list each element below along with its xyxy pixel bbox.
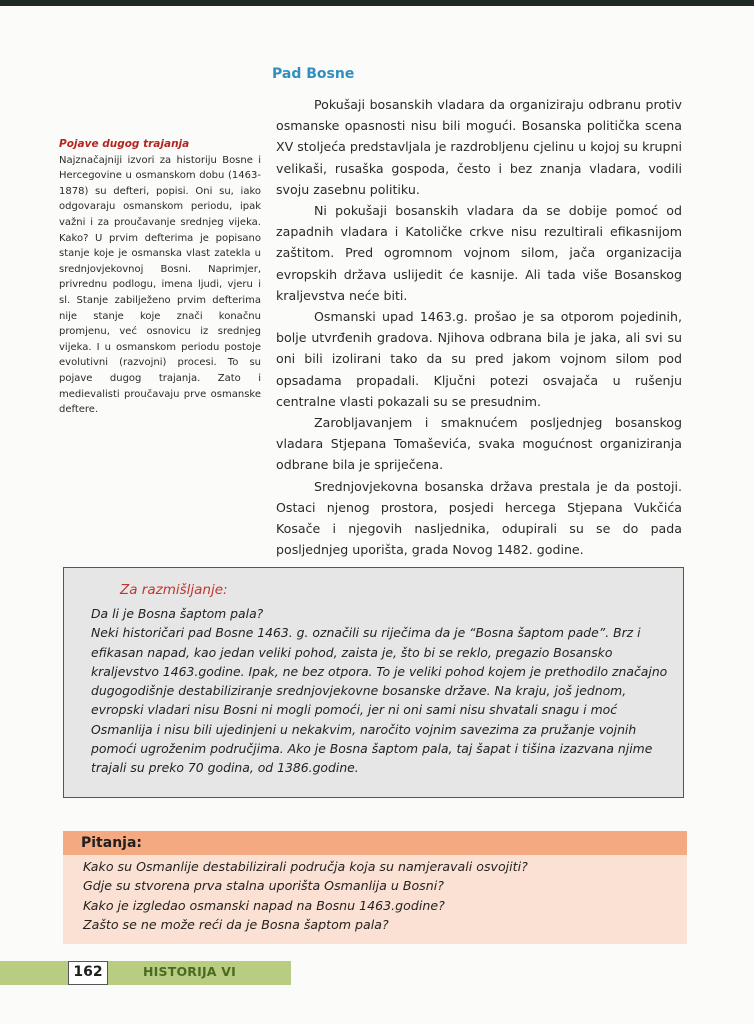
sidebar-note-text: Najznačajniji izvori za historiju Bosne i Hercegovine u osmanskom dobu (1463-1878) su defteri, popisi. Oni su, iako odgovaraju osmanskom periodu, ipak važni i za proučavanje srednjeg vijeka. Kako? U prvim defterima je popisano stanje koje je osmanska vlast zatekla u srednjovjekovnoj Bosni. Naprimjer, privrednu podlogu, imena ljudi, vjeru i sl. Stanje zabilježeno prvim defterima nije stanje koje znači konačnu promjenu, već osnovicu iz srednjeg vijeka. I u osmanskom periodu postoje evolutivni (razvojni) procesi. To su pojave dugog trajanja. Zato i medievalisti proučavaju prve osmanske deftere. <box>59 154 261 416</box>
sidebar-note <box>59 137 261 418</box>
main-paragraph: Osmanski upad 1463.g. prošao je sa otporom pojedinih, bolje utvrđenih gradova. Njihova odbrana bila je jaka, ali svi su oni bili izolirani tako da su pred jakom vojnom silom pod opsadama propadali. Ključni potezi osvajača u rušenju centralne vlasti pokazali su se presudnim. <box>276 309 682 409</box>
footer-book-title: HISTORIJA VI <box>143 964 236 979</box>
questions-title: Pitanja: <box>81 835 143 851</box>
reflection-box-title: Za razmišljanje: <box>120 582 228 598</box>
main-paragraph: Pokušaji bosanskih vladara da organiziraju odbranu protiv osmanske opasnosti nisu bili mogući. Bosanska politička scena XV stoljeća predstavljala je razdrobljenu cjelinu u kojoj su krupni velikaši, rusaška gospoda, često i bez znanja vladara, vodili svoju zasebnu politiku. <box>276 97 682 197</box>
question-item: Kako je izgledao osmanski napad na Bosnu 1463.godine? <box>83 897 445 913</box>
page-number: 162 <box>68 961 108 985</box>
main-paragraph: Zarobljavanjem i smaknućem posljednjeg bosanskog vladara Stjepana Tomaševića, svaka mogućnost organiziranja odbrane bila je spriječena. <box>276 415 682 473</box>
reflection-box <box>63 567 684 798</box>
section-title: Pad Bosne <box>272 66 355 82</box>
question-item: Gdje su stvorena prva stalna uporišta Osmanlija u Bosni? <box>83 878 444 894</box>
reflection-box-body <box>91 604 671 778</box>
questions-header-bar <box>63 831 687 855</box>
top-edge-strip <box>0 0 754 6</box>
reflection-text: Neki historičari pad Bosne 1463. g. označili su riječima da je “Bosna šaptom pade”. Brz i efikasan napad, kao jedan veliki pohod, zaista je, što bi se reklo, pregazio Bosansko kraljevstvo 1463.godine. Ipak, ne bez otpora. To je veliki pohod kojem je prethodilo značajno dugogodišnje destabiliziranje srednjovjekovne bosanske države. Na kraju, još jednom, evropski vladari nisu Bosni ni mogli pomoći, jer ni oni sami nisu shvatali snagu i moć Osmanlija i nisu bili ujedinjeni u nekakvim, naročito vojnim savezima za pružanje vojnih pomoći ugroženim područjima. Ako je Bosna šaptom pala, taj šapat i tišina izazvana njime trajali su preko 70 godina, od 1386.godine. <box>91 625 668 776</box>
questions-list <box>83 857 673 934</box>
question-item: Zašto se ne može reći da je Bosna šaptom pala? <box>83 916 389 932</box>
main-paragraph: Ni pokušaji bosanskih vladara da se dobije pomoć od zapadnih vladara i Katoličke crkve nisu rezultirali efikasnijom zaštitom. Pred ogromnom vojnom silom, jača organizacija evropskih država uslijedit će kasnije. Ali tada više Bosanskog kraljevstva neće biti. <box>276 203 682 303</box>
main-text-body <box>276 94 682 560</box>
questions-box <box>63 831 687 944</box>
reflection-question: Da li je Bosna šaptom pala? <box>91 606 264 621</box>
question-item: Kako su Osmanlije destabilizirali područja koja su namjeravali osvojiti? <box>83 859 528 874</box>
sidebar-note-title: Pojave dugog trajanja <box>59 138 190 150</box>
main-paragraph: Srednjovjekovna bosanska država prestala je da postoji. Ostaci njenog prostora, posjedi hercega Stjepana Vukčića Kosače i njegovih nasljednika, odupirali su se do pada posljednjeg uporišta, grada Novog 1482. godine. <box>276 478 682 558</box>
